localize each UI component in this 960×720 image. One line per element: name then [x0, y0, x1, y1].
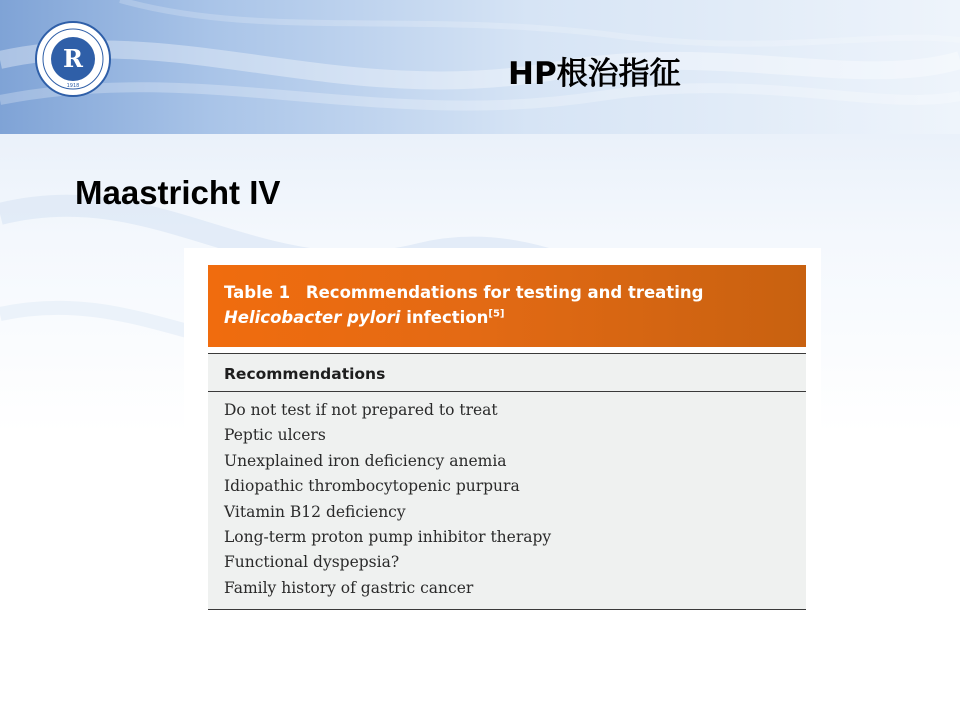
- logo-letter: R: [63, 44, 83, 73]
- recommendation-list: [224, 398, 551, 601]
- logo-year: 1918: [66, 83, 80, 89]
- header-swirl-decoration: [0, 0, 960, 134]
- header-band: [0, 0, 960, 134]
- table-row: Functional dyspepsia?: [224, 553, 400, 572]
- table-row: Vitamin B12 deficiency: [224, 502, 406, 521]
- table-caption-tail: infection: [406, 308, 489, 327]
- table-row: Unexplained iron deficiency anemia: [224, 451, 507, 470]
- table-column-header: Recommendations: [208, 360, 806, 392]
- table-caption: [208, 265, 806, 347]
- table-row: Peptic ulcers: [224, 426, 326, 445]
- hospital-emblem-icon: [34, 20, 112, 98]
- table-caption-text: Recommendations for testing and treating: [305, 283, 704, 302]
- table-row: Long-term proton pump inhibitor therapy: [224, 528, 552, 547]
- recommendations-table: [184, 248, 821, 628]
- table-body: [208, 353, 806, 610]
- table-caption-label: Table 1: [224, 283, 291, 302]
- slide-subtitle: Maastricht IV: [75, 174, 281, 211]
- slide-title: HP根治指征: [508, 56, 681, 92]
- table-row: Family history of gastric cancer: [224, 578, 474, 597]
- table-row: Idiopathic thrombocytopenic purpura: [224, 477, 520, 496]
- table-caption-reference: [5]: [488, 308, 505, 320]
- table-row: Do not test if not prepared to treat: [224, 401, 498, 419]
- table-caption-species: Helicobacter pylori: [224, 308, 401, 327]
